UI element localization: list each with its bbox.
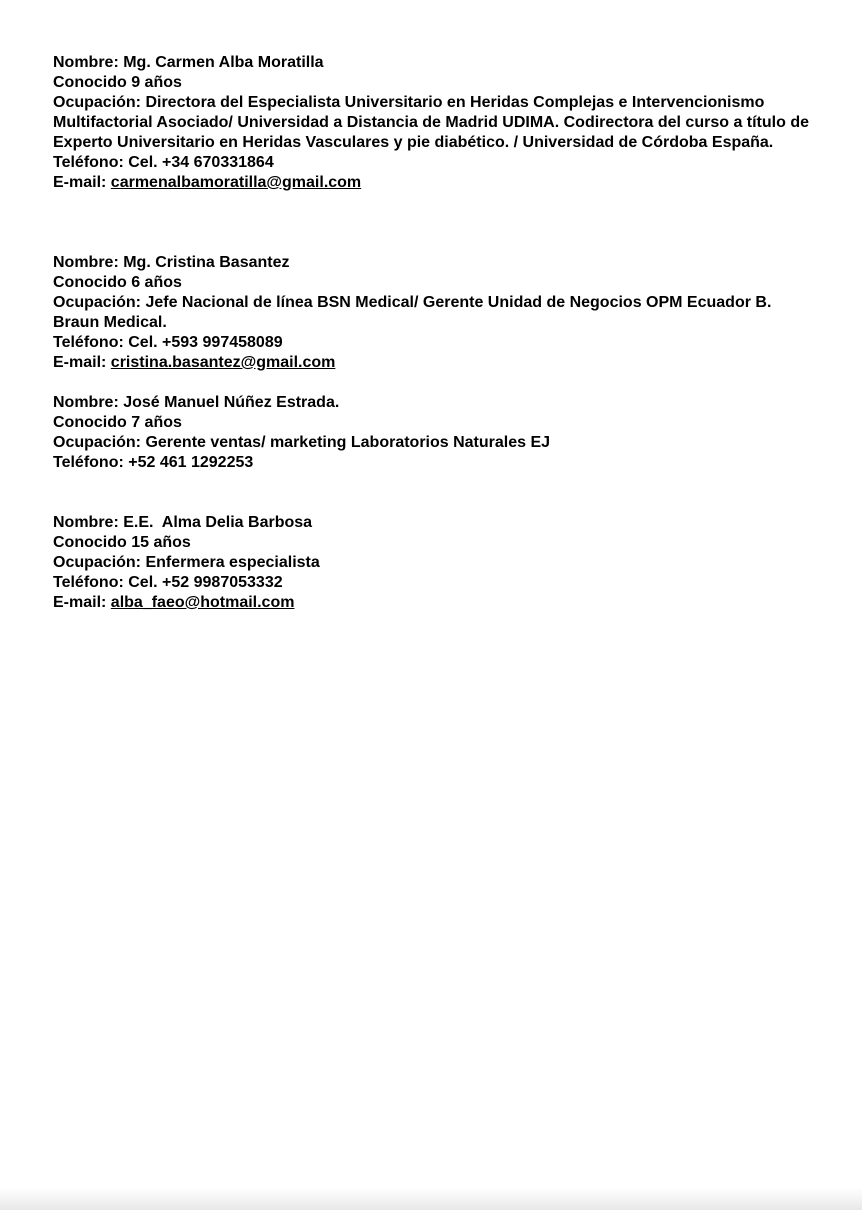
reference-known-years: Conocido 15 años [53,534,191,551]
reference-email-line [53,353,813,373]
reference-entry [53,513,813,613]
reference-entry [53,393,813,473]
reference-occupation: Ocupación: Directora del Especialista Universitario en Heridas Complejas e Intervencionismo Multifactorial Asociado/ Universidad a Distancia de Madrid UDIMA. Codirectora del curso a título de Experto Universitario en Heridas Vasculares y pie diabético. / Universidad de Córdoba España. [53,94,809,151]
reference-known-years: Conocido 7 años [53,414,182,431]
reference-occupation: Ocupación: Gerente ventas/ marketing Laboratorios Naturales EJ [53,434,551,451]
reference-phone: Teléfono: Cel. +52 9987053332 [53,574,283,591]
references-list [53,53,813,613]
email-link[interactable]: alba_faeo@hotmail.com [110,594,295,611]
reference-email-line [53,173,813,193]
spacer [53,193,813,253]
email-label: E-mail: [53,174,111,191]
reference-name: Nombre: Mg. Carmen Alba Moratilla [53,54,324,71]
spacer [53,473,813,513]
spacer [53,373,813,393]
reference-known-years: Conocido 6 años [53,274,182,291]
email-label: E-mail: [53,354,111,371]
email-link[interactable]: carmenalbamoratilla@gmail.com [110,174,362,191]
reference-name: Nombre: E.E. Alma Delia Barbosa [53,514,313,531]
reference-name: Nombre: José Manuel Núñez Estrada. [53,394,340,411]
reference-entry [53,253,813,373]
reference-phone: Teléfono: Cel. +593 997458089 [53,334,283,351]
reference-known-years: Conocido 9 años [53,74,182,91]
reference-name: Nombre: Mg. Cristina Basantez [53,254,290,271]
reference-occupation: Ocupación: Enfermera especialista [53,554,320,571]
reference-entry [53,53,813,193]
reference-phone: Teléfono: Cel. +34 670331864 [53,154,274,171]
reference-phone: Teléfono: +52 461 1292253 [53,454,254,471]
email-link[interactable]: cristina.basantez@gmail.com [110,354,336,371]
reference-occupation: Ocupación: Jefe Nacional de línea BSN Medical/ Gerente Unidad de Negocios OPM Ecuador B. Braun Medical. [53,294,772,331]
email-label: E-mail: [53,594,111,611]
page-bottom-shadow [0,1188,862,1210]
reference-email-line [53,593,813,613]
